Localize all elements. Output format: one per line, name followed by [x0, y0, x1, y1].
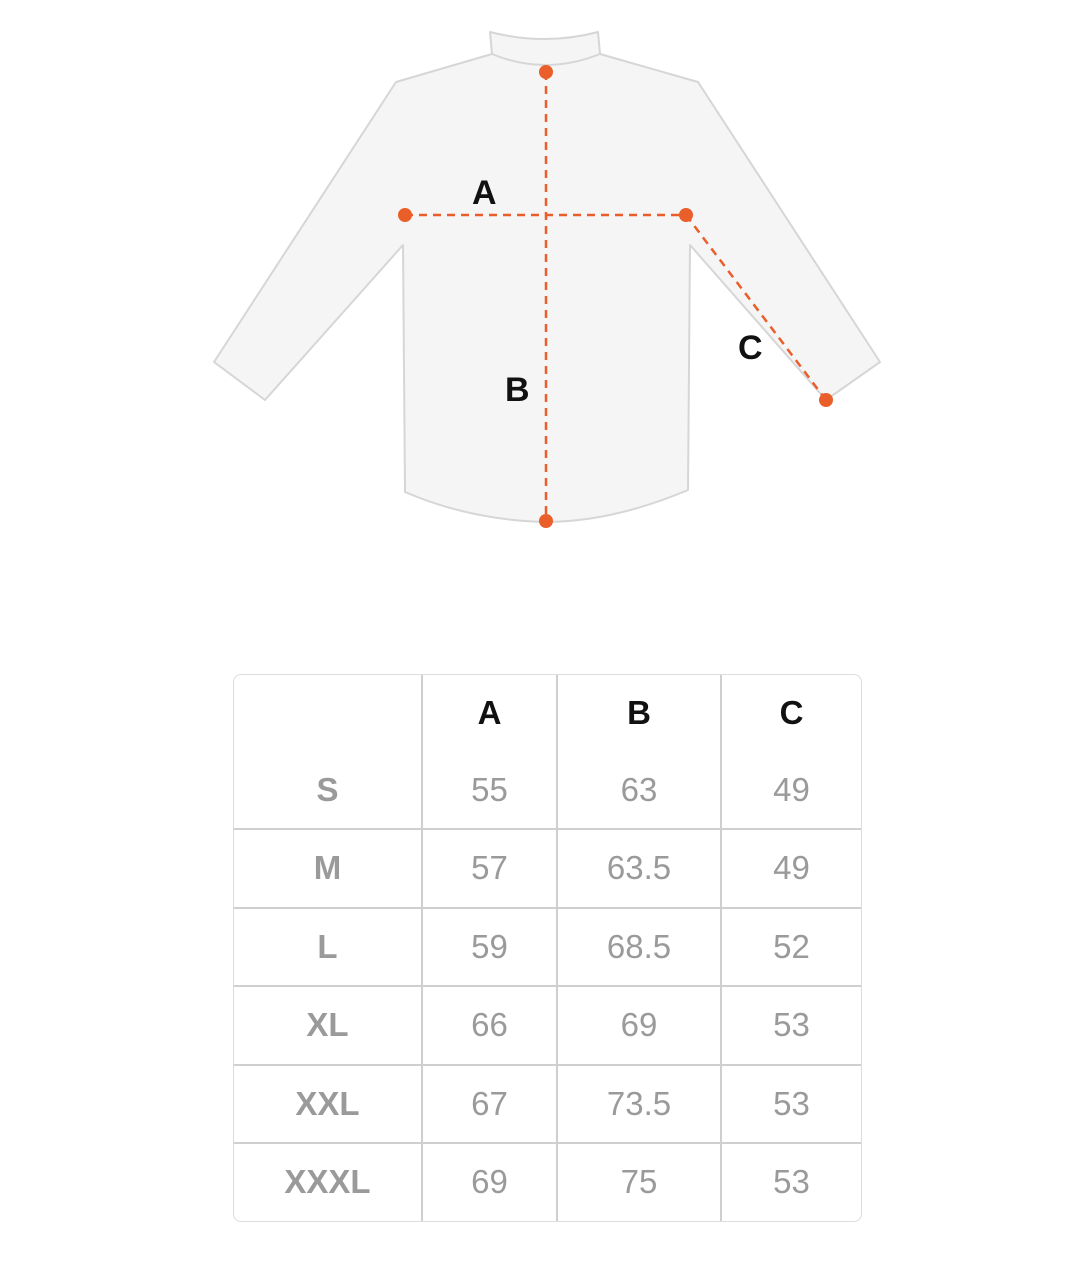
value-b-cell: 63	[558, 752, 722, 831]
value-c-cell: 52	[722, 909, 861, 988]
value-a-cell: 55	[423, 752, 558, 831]
table-row	[234, 987, 861, 1066]
size-cell: XL	[234, 987, 423, 1066]
value-c-cell: 53	[773, 1163, 810, 1201]
table-row	[234, 1066, 861, 1145]
size-chart-table	[233, 674, 862, 1222]
value-c-cell: 49	[722, 830, 861, 909]
table-header-row	[234, 675, 861, 752]
value-a-cell: 67	[423, 1066, 558, 1145]
label-a: A	[472, 174, 497, 212]
value-a-cell: 57	[423, 830, 558, 909]
value-b-cell: 63.5	[558, 830, 722, 909]
value-a-cell: 59	[423, 909, 558, 988]
header-a: A	[423, 675, 558, 752]
table-row	[234, 909, 861, 988]
value-b-cell: 69	[558, 987, 722, 1066]
label-b: B	[505, 371, 530, 409]
value-a-cell: 66	[423, 987, 558, 1066]
value-b-cell: 75	[558, 1144, 722, 1221]
measure-point-cuff	[819, 393, 833, 407]
size-cell: M	[234, 830, 423, 909]
size-cell: XXXL	[234, 1144, 423, 1221]
header-c: C	[779, 694, 804, 732]
measure-point-collar	[539, 65, 553, 79]
header-size	[234, 675, 423, 752]
measure-point-left-chest	[398, 208, 412, 222]
value-b-cell: 68.5	[558, 909, 722, 988]
value-c-cell: 53	[722, 1066, 861, 1145]
value-b-cell: 73.5	[558, 1066, 722, 1145]
label-c: C	[738, 329, 763, 367]
measure-point-hem	[539, 514, 553, 528]
value-a-cell: 69	[423, 1144, 558, 1221]
size-cell: L	[234, 909, 423, 988]
size-cell: XXL	[234, 1066, 423, 1145]
header-b: B	[558, 675, 722, 752]
value-c-cell: 49	[722, 752, 861, 831]
value-c-cell: 53	[722, 987, 861, 1066]
size-cell: S	[234, 752, 423, 831]
jacket-measurement-diagram	[0, 0, 1080, 600]
table-row	[234, 830, 861, 909]
measure-point-right-chest	[679, 208, 693, 222]
table-row	[234, 752, 861, 831]
table-row	[234, 1144, 861, 1221]
